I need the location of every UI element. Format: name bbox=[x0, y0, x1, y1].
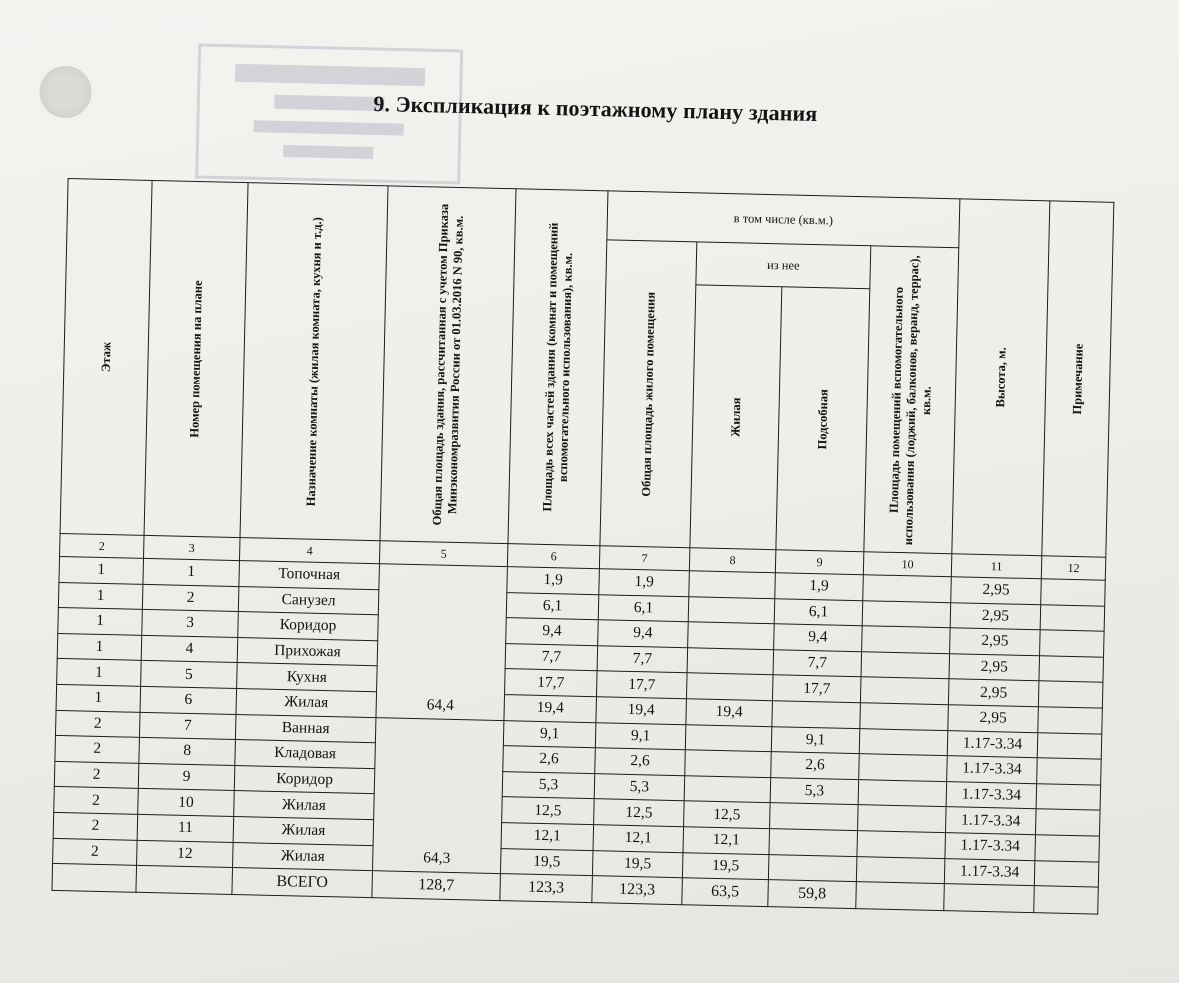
header-note-text: Примечание bbox=[1069, 343, 1086, 415]
cell-note bbox=[1038, 681, 1103, 708]
table-body bbox=[52, 556, 1105, 914]
cell-all-parts-area: 6,1 bbox=[506, 592, 599, 620]
column-number: 2 bbox=[60, 533, 145, 558]
cell-note bbox=[1041, 579, 1106, 606]
cell-height: 2,95 bbox=[948, 679, 1039, 707]
cell-room-number: 1 bbox=[143, 558, 240, 586]
cell-empty bbox=[136, 865, 233, 894]
cell-height: 1.17-3.34 bbox=[947, 730, 1038, 758]
cell-all-parts-area: 7,7 bbox=[505, 643, 598, 671]
cell-height: 2,95 bbox=[951, 577, 1042, 605]
column-number: 9 bbox=[775, 550, 863, 575]
header-living bbox=[690, 285, 782, 550]
header-height-text: Высота, м. bbox=[992, 347, 1009, 408]
cell-auxiliary: 6,1 bbox=[774, 598, 863, 626]
cell-room-name: Кухня bbox=[237, 663, 378, 692]
cell-living: 19,5 bbox=[682, 852, 769, 880]
cell-height: 1.17-3.34 bbox=[946, 781, 1037, 809]
column-number: 5 bbox=[379, 541, 507, 567]
cell-note bbox=[1037, 758, 1102, 785]
cell-aux-use-area bbox=[860, 703, 949, 731]
cell-room-number: 6 bbox=[140, 686, 237, 714]
cell-room-number: 9 bbox=[138, 763, 235, 791]
total-auxiliary-sum: 59,8 bbox=[768, 880, 857, 909]
cell-room-name: Жилая bbox=[236, 688, 377, 717]
header-floor-text: Этаж bbox=[98, 341, 113, 373]
header-total-area-text: Общая площадь здания, рассчитанная с учетом Приказа Минэкономразвития России от 01.03.2016 N 90, кв.м. bbox=[429, 203, 466, 526]
cell-auxiliary bbox=[772, 701, 861, 729]
cell-aux-use-area bbox=[856, 856, 945, 884]
cell-living-total: 17,7 bbox=[596, 671, 687, 699]
header-all-parts-area-text: Площадь всех частей здания (комнат и помещений вспомогательного использования), кв.м. bbox=[539, 222, 575, 512]
cell-auxiliary bbox=[769, 829, 858, 857]
column-number: 7 bbox=[599, 546, 689, 571]
cell-height: 2,95 bbox=[949, 653, 1040, 681]
cell-living bbox=[685, 724, 772, 752]
cell-height: 1.17-3.34 bbox=[944, 858, 1035, 886]
cell-room-number: 7 bbox=[139, 712, 236, 740]
cell-floor: 1 bbox=[56, 684, 141, 711]
cell-floor: 2 bbox=[55, 736, 140, 763]
cell-aux-use-area bbox=[862, 626, 951, 654]
cell-aux-use-area bbox=[858, 779, 947, 807]
explication-table bbox=[51, 178, 1114, 915]
cell-living: 12,1 bbox=[683, 827, 770, 855]
header-all-parts-area bbox=[508, 189, 608, 546]
header-living-text: Жилая bbox=[727, 397, 743, 438]
column-number: 8 bbox=[689, 548, 775, 573]
cell-floor-total-area: 64,3 bbox=[372, 717, 503, 873]
cell-floor-total-area: 64,4 bbox=[376, 564, 507, 720]
total-all-parts-sum: 123,3 bbox=[500, 874, 593, 903]
cell-aux-use-area bbox=[861, 651, 950, 679]
cell-living bbox=[688, 596, 775, 624]
cell-room-number: 12 bbox=[137, 840, 234, 868]
cell-room-name: Кладовая bbox=[235, 740, 376, 769]
cell-all-parts-area: 12,5 bbox=[502, 797, 595, 825]
cell-floor: 2 bbox=[53, 812, 138, 839]
cell-living-total: 9,4 bbox=[598, 620, 689, 648]
cell-auxiliary bbox=[768, 854, 857, 882]
cell-floor: 1 bbox=[59, 556, 144, 583]
cell-room-number: 4 bbox=[141, 635, 238, 663]
column-number: 11 bbox=[951, 554, 1041, 579]
cell-auxiliary: 2,6 bbox=[771, 752, 860, 780]
cell-aux-use-area bbox=[857, 831, 946, 859]
cell-aux-use-area bbox=[859, 728, 948, 756]
cell-aux-use-area bbox=[860, 677, 949, 705]
cell-room-name: Прихожая bbox=[237, 637, 378, 666]
cell-empty bbox=[856, 882, 945, 911]
cell-floor: 2 bbox=[54, 787, 139, 814]
column-number: 3 bbox=[144, 535, 240, 560]
cell-living bbox=[687, 648, 774, 676]
cell-all-parts-area: 17,7 bbox=[505, 669, 598, 697]
cell-aux-use-area bbox=[862, 600, 951, 628]
cell-living-total: 9,1 bbox=[595, 722, 686, 750]
cell-floor: 2 bbox=[54, 761, 139, 788]
header-aux-use-area-text: Площадь помещений вспомогательного использования (лоджий, балконов, веранд, террас), кв.м. bbox=[886, 254, 934, 545]
cell-floor: 2 bbox=[55, 710, 140, 737]
cell-empty bbox=[1034, 886, 1099, 914]
cell-room-number: 11 bbox=[137, 814, 234, 842]
cell-note bbox=[1036, 783, 1101, 810]
cell-room-name: Топочная bbox=[239, 561, 380, 590]
cell-auxiliary bbox=[770, 803, 859, 831]
cell-living: 19,4 bbox=[686, 699, 773, 727]
cell-note bbox=[1035, 835, 1100, 862]
cell-living bbox=[684, 775, 771, 803]
cell-living-total: 6,1 bbox=[598, 594, 689, 622]
cell-note bbox=[1040, 604, 1105, 631]
header-aux-use-area bbox=[864, 246, 959, 554]
header-row-1 bbox=[67, 179, 1114, 252]
cell-living-total: 12,5 bbox=[594, 799, 685, 827]
cell-all-parts-area: 2,6 bbox=[503, 746, 596, 774]
cell-note bbox=[1039, 656, 1104, 683]
cell-aux-use-area bbox=[863, 575, 952, 603]
cell-room-name: Ванная bbox=[235, 714, 376, 743]
cell-all-parts-area: 5,3 bbox=[502, 771, 595, 799]
header-room-purpose bbox=[240, 183, 388, 541]
cell-all-parts-area: 9,1 bbox=[503, 720, 596, 748]
cell-floor: 2 bbox=[53, 838, 138, 865]
cell-floor: 1 bbox=[57, 659, 142, 686]
cell-living-total: 19,4 bbox=[596, 697, 687, 725]
cell-room-number: 2 bbox=[142, 584, 239, 612]
cell-living: 12,5 bbox=[684, 801, 771, 829]
cell-living bbox=[685, 750, 772, 778]
cell-auxiliary: 1,9 bbox=[775, 573, 864, 601]
header-including: в том числе (кв.м.) bbox=[607, 191, 960, 248]
cell-living-total: 1,9 bbox=[599, 569, 690, 597]
header-room-number-text: Номер помещения на плане bbox=[186, 280, 205, 438]
header-auxiliary-text: Подсобная bbox=[814, 389, 831, 450]
cell-height: 2,95 bbox=[950, 602, 1041, 630]
cell-note bbox=[1037, 732, 1102, 759]
cell-note bbox=[1034, 860, 1099, 887]
cell-all-parts-area: 12,1 bbox=[501, 823, 594, 851]
cell-room-number: 5 bbox=[141, 661, 238, 689]
cell-auxiliary: 9,1 bbox=[771, 726, 860, 754]
cell-height: 1.17-3.34 bbox=[946, 807, 1037, 835]
header-room-number bbox=[144, 180, 248, 537]
cell-living-total: 7,7 bbox=[597, 645, 688, 673]
cell-room-name: Коридор bbox=[234, 765, 375, 794]
cell-room-name: Жилая bbox=[233, 816, 374, 845]
cell-auxiliary: 9,4 bbox=[774, 624, 863, 652]
header-living-total-text: Общая площадь жилого помещения bbox=[638, 291, 658, 497]
cell-height: 2,95 bbox=[950, 628, 1041, 656]
header-floor bbox=[60, 179, 152, 536]
cell-floor: 1 bbox=[58, 582, 143, 609]
cell-living bbox=[686, 673, 773, 701]
cell-room-number: 10 bbox=[138, 789, 235, 817]
cell-all-parts-area: 19,5 bbox=[500, 848, 593, 876]
cell-aux-use-area bbox=[858, 805, 947, 833]
cell-aux-use-area bbox=[859, 754, 948, 782]
cell-floor: 1 bbox=[58, 608, 143, 635]
cell-height: 1.17-3.34 bbox=[947, 756, 1038, 784]
cell-living bbox=[689, 571, 776, 599]
cell-room-name: Жилая bbox=[234, 791, 375, 820]
cell-floor: 1 bbox=[57, 633, 142, 660]
column-number: 4 bbox=[239, 538, 379, 564]
header-height bbox=[952, 199, 1050, 556]
cell-note bbox=[1038, 707, 1103, 734]
header-total-area bbox=[380, 186, 516, 544]
punch-hole bbox=[39, 65, 92, 118]
column-number: 6 bbox=[507, 544, 599, 569]
cell-all-parts-area: 1,9 bbox=[507, 567, 600, 595]
cell-room-name: Коридор bbox=[238, 612, 379, 641]
total-label: ВСЕГО bbox=[232, 868, 373, 898]
cell-room-name: Жилая bbox=[233, 842, 374, 871]
cell-auxiliary: 7,7 bbox=[773, 649, 862, 677]
cell-all-parts-area: 9,4 bbox=[506, 618, 599, 646]
cell-room-name: Санузел bbox=[238, 586, 379, 615]
header-living-total bbox=[600, 240, 697, 548]
cell-living-total: 2,6 bbox=[595, 748, 686, 776]
header-room-purpose-text: Назначение комнаты (жилая комната, кухня и т.д.) bbox=[303, 216, 324, 507]
cell-auxiliary: 17,7 bbox=[772, 675, 861, 703]
header-of-which: из нее bbox=[696, 242, 871, 289]
cell-living-total: 5,3 bbox=[594, 773, 685, 801]
cell-empty bbox=[944, 884, 1035, 913]
cell-height: 2,95 bbox=[948, 705, 1039, 733]
cell-all-parts-area: 19,4 bbox=[504, 695, 597, 723]
total-living-sum: 63,5 bbox=[682, 878, 769, 907]
header-note bbox=[1042, 201, 1114, 557]
cell-empty bbox=[52, 864, 137, 893]
page-title: 9. Экспликация к поэтажному плану здания bbox=[373, 90, 818, 127]
cell-height: 1.17-3.34 bbox=[945, 833, 1036, 861]
cell-living-total: 19,5 bbox=[592, 850, 683, 878]
cell-room-number: 3 bbox=[142, 610, 239, 638]
cell-auxiliary: 5,3 bbox=[770, 777, 859, 805]
cell-room-number: 8 bbox=[139, 737, 236, 765]
total-area-sum: 128,7 bbox=[372, 871, 501, 901]
header-auxiliary bbox=[776, 287, 870, 552]
cell-note bbox=[1040, 630, 1105, 657]
total-living-total-sum: 123,3 bbox=[592, 876, 683, 905]
column-number: 12 bbox=[1041, 556, 1106, 580]
cell-living bbox=[688, 622, 775, 650]
column-number: 10 bbox=[863, 552, 952, 577]
cell-living-total: 12,1 bbox=[593, 825, 684, 853]
cell-note bbox=[1036, 809, 1101, 836]
